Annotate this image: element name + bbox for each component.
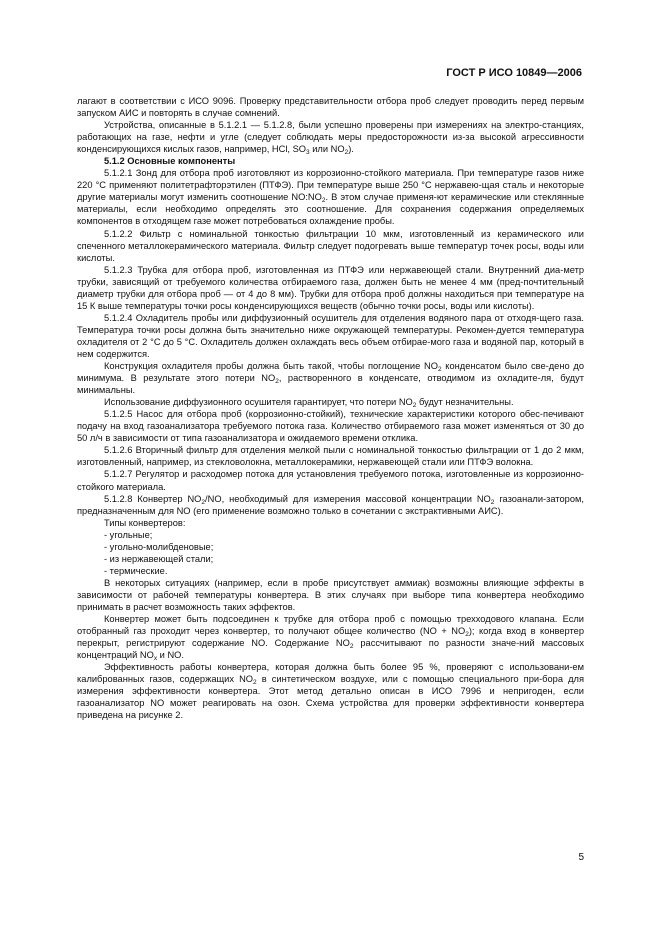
paragraph-p20: Конвертер может быть подсоединен к трубке для отбора проб с помощью трехходового клапана. Если отобранный газ проходит через конвертер, то получают общее количество $(NO + NO_2)$; когда вход в конвертер перекрыт, регистрируют содержание NO. Содержание $NO_2$ рассчитывают по разности значе-ний массовых концентраций $NO_x$ и NO. — [77, 614, 584, 663]
paragraph-p8: Конструкция охладителя пробы должна быть такой, чтобы поглощение $NO_2$ конденсатом было све-дено до минимума. В результате этого потери $NO_2$, растворенного в конденсате, отводимом из охладите-ля, будут минимальны. — [77, 361, 584, 396]
paragraph-p18: - термические. — [104, 565, 168, 576]
paragraph-p7: 5.1.2.4 Охладитель пробы или диффузионный осушитель для отделения водяного пара от отходя-щего газа. Температура точки росы должна быть значительно ниже окружающей температуры. Рекомен-дуется температура охладителя от 2 °С до 5 °С. Охладитель должен охлаждать весь объем отбирае-мого газа и водяной пар, который в нем содержится. — [77, 312, 584, 359]
paragraph-p4: 5.1.2.1 Зонд для отбора проб изготовляют из коррозионно-стойкого материала. При температуре газов ниже 220 °С применяют политетрафторэтилен (ПТФЭ). При температуре выше 250 °С нержавею-щая сталь и некоторые другие материалы могут изменить соотношение $NO:NO_2$. В этом случае применя-ют керамические или стеклянные материалы, если необходимо определять это соотношение. Для сохранения содержания определяемых компонентов в отходящем газе может потребоваться охлаждение пробы. — [77, 168, 584, 227]
page-number: 5 — [578, 852, 584, 863]
paragraph-p9: Использование диффузионного осушителя гарантирует, что потери $NO_2$ будут незначительны. — [104, 397, 514, 410]
document-header: ГОСТ Р ИСО 10849—2006 — [446, 67, 582, 79]
paragraph-p2: Устройства, описанные в 5.1.2.1 — 5.1.2.8, были успешно проверены при измерениях на электро-станциях, работающих на газе, нефти и угле (следует соблюдать меры предосторожности из-за высокой агрессивности конденсирующихся кислых газов, например, HCl, $SO_3$ или $NO_2$). — [77, 120, 584, 157]
paragraph-p14: Типы конвертеров: — [104, 517, 186, 528]
paragraph-p17: - из нержавеющей стали; — [104, 553, 214, 564]
paragraph-p15: - угольные; — [104, 529, 153, 540]
paragraph-p10: 5.1.2.5 Насос для отбора проб (коррозионно-стойкий), технические характеристики которого обес-печивают подачу на вход газоанализатора требуемого потока газа. Количество отбираемого газа может изменяться от 30 до 50 л/ч в зависимости от типа газоанализатора и ожидаемого времени отклика. — [77, 409, 584, 444]
paragraph-p5: 5.1.2.2 Фильтр с номинальной тонкостью фильтрации 10 мкм, изготовленный из керамического или спеченного металлокерамического материала. Фильтр следует подогревать выше температур точек росы, воды или кислоты. — [77, 228, 584, 263]
paragraph-p11: 5.1.2.6 Вторичный фильтр для отделения мелкой пыли с номинальной тонкостью фильтрации от 1 до 2 мкм, изготовленный, например, из стекловолокна, металлокерамики, нержавеющей стали или ПТФЭ волокна. — [77, 445, 584, 468]
paragraph-p6: 5.1.2.3 Трубка для отбора проб, изготовленная из ПТФЭ или нержавеющей стали. Внутренний диа-метр трубки, зависящий от требуемого количества отбираемого газа, должен быть не менее 4 мм (пред-почтительный диаметр трубки для отбора проб — от 4 до 8 мм). Трубки для отбора проб должны находиться при температуре на 15 К выше температуры точки росы конденсирующихся веществ (обычно точки росы, воды или кислоты). — [77, 264, 584, 311]
paragraph-p13: 5.1.2.8 Конвертер $NO_2/NO$, необходимый для измерения массовой концентрации $NO_2$ газоанали-затором, предназначенным для NO (его применение возможно только в сочетании с экстрактивными АИС). — [77, 493, 584, 516]
paragraph-p19: В некоторых ситуациях (например, если в пробе присутствует аммиак) возможны влияющие эффекты в зависимости от рабочей температуры конвертера. В этих случаях при выборе типа конвертера необходимо принимать в расчет возможность таких эффектов. — [77, 577, 584, 612]
paragraph-p1: лагают в соответствии с ИСО 9096. Проверку представительности отбора проб следует проводить перед первым запуском АИС и повторять в случае сомнений. — [77, 96, 584, 119]
paragraph-p3: 5.1.2 Основные компоненты — [104, 156, 236, 167]
paragraph-p16: - угольно-молибденовые; — [104, 541, 214, 552]
paragraph-p12: 5.1.2.7 Регулятор и расходомер потока для установления требуемого потока, изготовленные из коррозионно-стойкого материала. — [77, 469, 584, 492]
document-body — [77, 95, 584, 721]
paragraph-p21: Эффективность работы конвертера, которая должна быть более 95 %, проверяют с использовани-ем калиброванных газов, содержащих $NO_2$ в синтетическом воздухе, или с помощью специального при-бора для измерения эффективности конвертера. Этот метод детально описан в ИСО 7996 и непригоден, если газоанализатор NO может реагировать на озон. Схема устройства для проверки эффективности конвертера приведена на рисунке 2. — [77, 662, 584, 721]
